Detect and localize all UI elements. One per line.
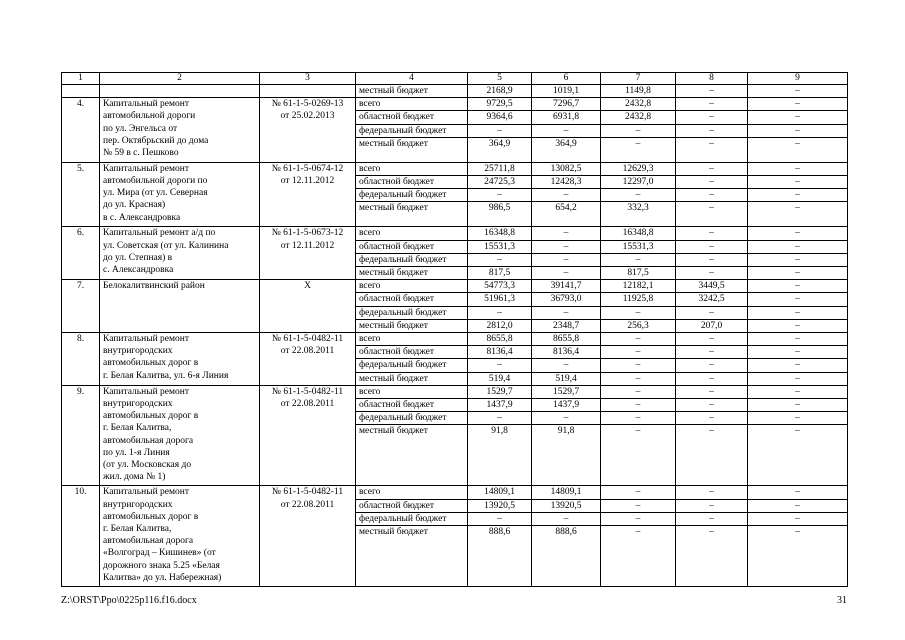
value-col9: –	[748, 202, 848, 227]
funding-source-label: областной бюджет	[356, 293, 468, 306]
funding-source-label: федеральный бюджет	[356, 306, 468, 319]
funding-source-label: федеральный бюджет	[356, 189, 468, 202]
value-col9: –	[748, 280, 848, 293]
table-row	[62, 333, 848, 346]
value-col5: –	[468, 306, 532, 319]
value-col6: 1529,7	[532, 385, 601, 398]
value-col8: –	[676, 111, 748, 124]
expertise-document: № 61-1-5-0482-11 от 22.08.2011	[260, 333, 356, 386]
value-col7: –	[601, 253, 676, 266]
value-col8: –	[676, 124, 748, 137]
value-col7: 2432,8	[601, 111, 676, 124]
value-col5: 25711,8	[468, 162, 532, 175]
value-col8: –	[676, 372, 748, 385]
value-col7: –	[601, 333, 676, 346]
value-col9: –	[748, 499, 848, 512]
header-cell: 3	[260, 73, 356, 85]
value-col9: –	[748, 526, 848, 587]
value-col9: –	[748, 385, 848, 398]
value-col7: 256,3	[601, 319, 676, 332]
value-col7: –	[601, 499, 676, 512]
value-col6: –	[532, 359, 601, 372]
funding-source-label: местный бюджет	[356, 202, 468, 227]
value-col6: –	[532, 227, 601, 240]
expertise-document: № 61-1-5-0674-12 от 12.11.2012	[260, 162, 356, 227]
value-col8: –	[676, 486, 748, 499]
value-col7: –	[601, 306, 676, 319]
value-col9: –	[748, 486, 848, 499]
value-col9: –	[748, 306, 848, 319]
funding-source-label: всего	[356, 385, 468, 398]
value-col5: 16348,8	[468, 227, 532, 240]
value-col9: –	[748, 372, 848, 385]
value-col5: –	[468, 124, 532, 137]
value-col7: –	[601, 359, 676, 372]
empty-cell	[62, 85, 100, 98]
value-col8: –	[676, 253, 748, 266]
value-col7: –	[601, 425, 676, 486]
funding-source-label: всего	[356, 98, 468, 111]
empty-cell	[100, 85, 260, 98]
value-col7: –	[601, 526, 676, 587]
value-col5: 14809,1	[468, 486, 532, 499]
header-row	[62, 73, 848, 85]
value-col5: 15531,3	[468, 240, 532, 253]
file-path-footer: Z:\ORST\Ppo\0225p116.f16.docx	[61, 595, 197, 606]
value-col5: 364,9	[468, 137, 532, 162]
funding-source-label: федеральный бюджет	[356, 253, 468, 266]
value-col8: –	[676, 137, 748, 162]
value-col7: 2432,8	[601, 98, 676, 111]
value-col5: 1529,7	[468, 385, 532, 398]
value-col8: –	[676, 399, 748, 412]
value-col6: 1437,9	[532, 399, 601, 412]
value-col6: 14809,1	[532, 486, 601, 499]
value-col6: –	[532, 253, 601, 266]
carry-over-row	[62, 85, 848, 98]
value-col9: –	[748, 346, 848, 359]
value-col5: 24725,3	[468, 176, 532, 189]
value-col7: 16348,8	[601, 227, 676, 240]
value-col5: –	[468, 189, 532, 202]
row-number: 6.	[62, 227, 100, 280]
value-col6: 36793,0	[532, 293, 601, 306]
funding-source-label: областной бюджет	[356, 499, 468, 512]
header-cell: 1	[62, 73, 100, 85]
value-col7: 817,5	[601, 267, 676, 280]
object-name: Капитальный ремонт автомобильной дороги по ул. Мира (от ул. Северная до ул. Красная) в с. Александровка	[100, 162, 260, 227]
value-col7: –	[601, 412, 676, 425]
value-col6: 13920,5	[532, 499, 601, 512]
funding-source-label: всего	[356, 280, 468, 293]
row-number: 8.	[62, 333, 100, 386]
value-col9: –	[748, 162, 848, 175]
value-col5: 91,8	[468, 425, 532, 486]
funding-source-label: местный бюджет	[356, 85, 468, 98]
value-col9: –	[748, 412, 848, 425]
value-col9: –	[748, 267, 848, 280]
value-col8: 3242,5	[676, 293, 748, 306]
value-col9: –	[748, 333, 848, 346]
value-col6: –	[532, 240, 601, 253]
expertise-document: X	[260, 280, 356, 333]
value-col7: 12297,0	[601, 176, 676, 189]
value-col6: 888,6	[532, 526, 601, 587]
header-cell: 2	[100, 73, 260, 85]
value-col5: –	[468, 359, 532, 372]
value-col5: 2812,0	[468, 319, 532, 332]
value-col7: –	[601, 486, 676, 499]
table-row	[62, 486, 848, 499]
value-col6: 2348,7	[532, 319, 601, 332]
object-name: Капитальный ремонт а/д по ул. Советская (от ул. Калинина до ул. Степная) в с. Александровка	[100, 227, 260, 280]
value-col8: –	[676, 425, 748, 486]
value-col9: –	[748, 359, 848, 372]
value-col8: –	[676, 189, 748, 202]
value-col9: –	[748, 189, 848, 202]
header-cell: 8	[676, 73, 748, 85]
value-col5: 54773,3	[468, 280, 532, 293]
value-col6: 1019,1	[532, 85, 601, 98]
value-col6: –	[532, 412, 601, 425]
value-col6: 39141,7	[532, 280, 601, 293]
value-col7: 11925,8	[601, 293, 676, 306]
value-col5: 1437,9	[468, 399, 532, 412]
value-col7: 1149,8	[601, 85, 676, 98]
funding-source-label: всего	[356, 227, 468, 240]
value-col7: –	[601, 189, 676, 202]
value-col9: –	[748, 98, 848, 111]
row-number: 4.	[62, 98, 100, 163]
value-col6: 519,4	[532, 372, 601, 385]
value-col6: –	[532, 124, 601, 137]
value-col8: –	[676, 526, 748, 587]
value-col5: 986,5	[468, 202, 532, 227]
value-col5: 519,4	[468, 372, 532, 385]
funding-source-label: местный бюджет	[356, 372, 468, 385]
header-cell: 4	[356, 73, 468, 85]
row-number: 9.	[62, 385, 100, 486]
value-col6: 654,2	[532, 202, 601, 227]
expertise-document: № 61-1-5-0482-11 от 22.08.2011	[260, 486, 356, 587]
value-col5: 51961,3	[468, 293, 532, 306]
budget-table	[61, 72, 848, 587]
value-col8: –	[676, 385, 748, 398]
value-col7: –	[601, 124, 676, 137]
value-col9: –	[748, 176, 848, 189]
value-col8: –	[676, 162, 748, 175]
funding-source-label: федеральный бюджет	[356, 412, 468, 425]
funding-source-label: местный бюджет	[356, 137, 468, 162]
funding-source-label: местный бюджет	[356, 425, 468, 486]
expertise-document: № 61-1-5-0673-12 от 12.11.2012	[260, 227, 356, 280]
value-col8: –	[676, 306, 748, 319]
value-col8: –	[676, 346, 748, 359]
value-col7: –	[601, 385, 676, 398]
value-col9: –	[748, 399, 848, 412]
value-col9: –	[748, 253, 848, 266]
value-col7: –	[601, 346, 676, 359]
row-number: 5.	[62, 162, 100, 227]
value-col6: 8655,8	[532, 333, 601, 346]
value-col8: –	[676, 333, 748, 346]
expertise-document: № 61-1-5-0482-11 от 22.08.2011	[260, 385, 356, 486]
value-col5: 2168,9	[468, 85, 532, 98]
value-col9: –	[748, 111, 848, 124]
value-col7: 12629,3	[601, 162, 676, 175]
page-number: 31	[837, 595, 847, 606]
table-row	[62, 385, 848, 398]
value-col8: –	[676, 202, 748, 227]
value-col8: –	[676, 359, 748, 372]
value-col8: 207,0	[676, 319, 748, 332]
value-col5: –	[468, 512, 532, 525]
value-col8: 3449,5	[676, 280, 748, 293]
value-col8: –	[676, 412, 748, 425]
funding-source-label: федеральный бюджет	[356, 512, 468, 525]
header-cell: 9	[748, 73, 848, 85]
value-col5: –	[468, 253, 532, 266]
value-col9: –	[748, 227, 848, 240]
value-col6: 13082,5	[532, 162, 601, 175]
value-col8: –	[676, 227, 748, 240]
object-name: Капитальный ремонт внутригородских автомобильных дорог в г. Белая Калитва, ул. 6-я Линия	[100, 333, 260, 386]
value-col8: –	[676, 499, 748, 512]
table-row	[62, 98, 848, 111]
value-col7: –	[601, 372, 676, 385]
funding-source-label: областной бюджет	[356, 399, 468, 412]
value-col6: 12428,3	[532, 176, 601, 189]
value-col5: 13920,5	[468, 499, 532, 512]
header-cell: 5	[468, 73, 532, 85]
value-col7: –	[601, 137, 676, 162]
value-col7: 15531,3	[601, 240, 676, 253]
value-col7: 332,3	[601, 202, 676, 227]
funding-source-label: местный бюджет	[356, 319, 468, 332]
value-col7: 12182,1	[601, 280, 676, 293]
value-col9: –	[748, 137, 848, 162]
value-col8: –	[676, 85, 748, 98]
value-col8: –	[676, 176, 748, 189]
funding-source-label: всего	[356, 333, 468, 346]
value-col9: –	[748, 293, 848, 306]
empty-cell	[260, 85, 356, 98]
value-col9: –	[748, 240, 848, 253]
value-col9: –	[748, 319, 848, 332]
value-col8: –	[676, 267, 748, 280]
table-row	[62, 227, 848, 240]
table-row	[62, 162, 848, 175]
funding-source-label: областной бюджет	[356, 176, 468, 189]
funding-source-label: областной бюджет	[356, 346, 468, 359]
value-col6: –	[532, 306, 601, 319]
value-col5: –	[468, 412, 532, 425]
value-col7: –	[601, 512, 676, 525]
funding-source-label: всего	[356, 162, 468, 175]
row-number: 7.	[62, 280, 100, 333]
object-name: Капитальный ремонт внутригородских автомобильных дорог в г. Белая Калитва, автомобильная дорога «Волгоград – Кишинев» (от дорожного знака 5.25 «Белая Калитва» до ул. Набережная)	[100, 486, 260, 587]
funding-source-label: федеральный бюджет	[356, 124, 468, 137]
funding-source-label: всего	[356, 486, 468, 499]
value-col9: –	[748, 124, 848, 137]
object-name: Капитальный ремонт автомобильной дороги по ул. Энгельса от пер. Октябрьский до дома № 59 в с. Пешково	[100, 98, 260, 163]
funding-source-label: областной бюджет	[356, 111, 468, 124]
funding-source-label: областной бюджет	[356, 240, 468, 253]
expertise-document: № 61-1-5-0269-13 от 25.02.2013	[260, 98, 356, 163]
value-col8: –	[676, 98, 748, 111]
row-number: 10.	[62, 486, 100, 587]
value-col7: –	[601, 399, 676, 412]
value-col5: 8655,8	[468, 333, 532, 346]
header-cell: 6	[532, 73, 601, 85]
value-col8: –	[676, 240, 748, 253]
value-col5: 9364,6	[468, 111, 532, 124]
value-col5: 817,5	[468, 267, 532, 280]
header-cell: 7	[601, 73, 676, 85]
value-col9: –	[748, 425, 848, 486]
table-row	[62, 280, 848, 293]
funding-source-label: местный бюджет	[356, 526, 468, 587]
value-col6: –	[532, 267, 601, 280]
value-col5: 888,6	[468, 526, 532, 587]
value-col9: –	[748, 512, 848, 525]
object-name: Белокалитвинский район	[100, 280, 260, 333]
value-col9: –	[748, 85, 848, 98]
funding-source-label: федеральный бюджет	[356, 359, 468, 372]
funding-source-label: местный бюджет	[356, 267, 468, 280]
object-name: Капитальный ремонт внутригородских автомобильных дорог в г. Белая Калитва, автомобильная дорога по ул. 1-я Линия (от ул. Московская до жил. дома № 1)	[100, 385, 260, 486]
value-col5: 9729,5	[468, 98, 532, 111]
value-col6: –	[532, 189, 601, 202]
value-col6: 8136,4	[532, 346, 601, 359]
value-col6: 6931,8	[532, 111, 601, 124]
value-col6: 7296,7	[532, 98, 601, 111]
value-col6: 91,8	[532, 425, 601, 486]
value-col8: –	[676, 512, 748, 525]
value-col6: 364,9	[532, 137, 601, 162]
value-col6: –	[532, 512, 601, 525]
value-col5: 8136,4	[468, 346, 532, 359]
